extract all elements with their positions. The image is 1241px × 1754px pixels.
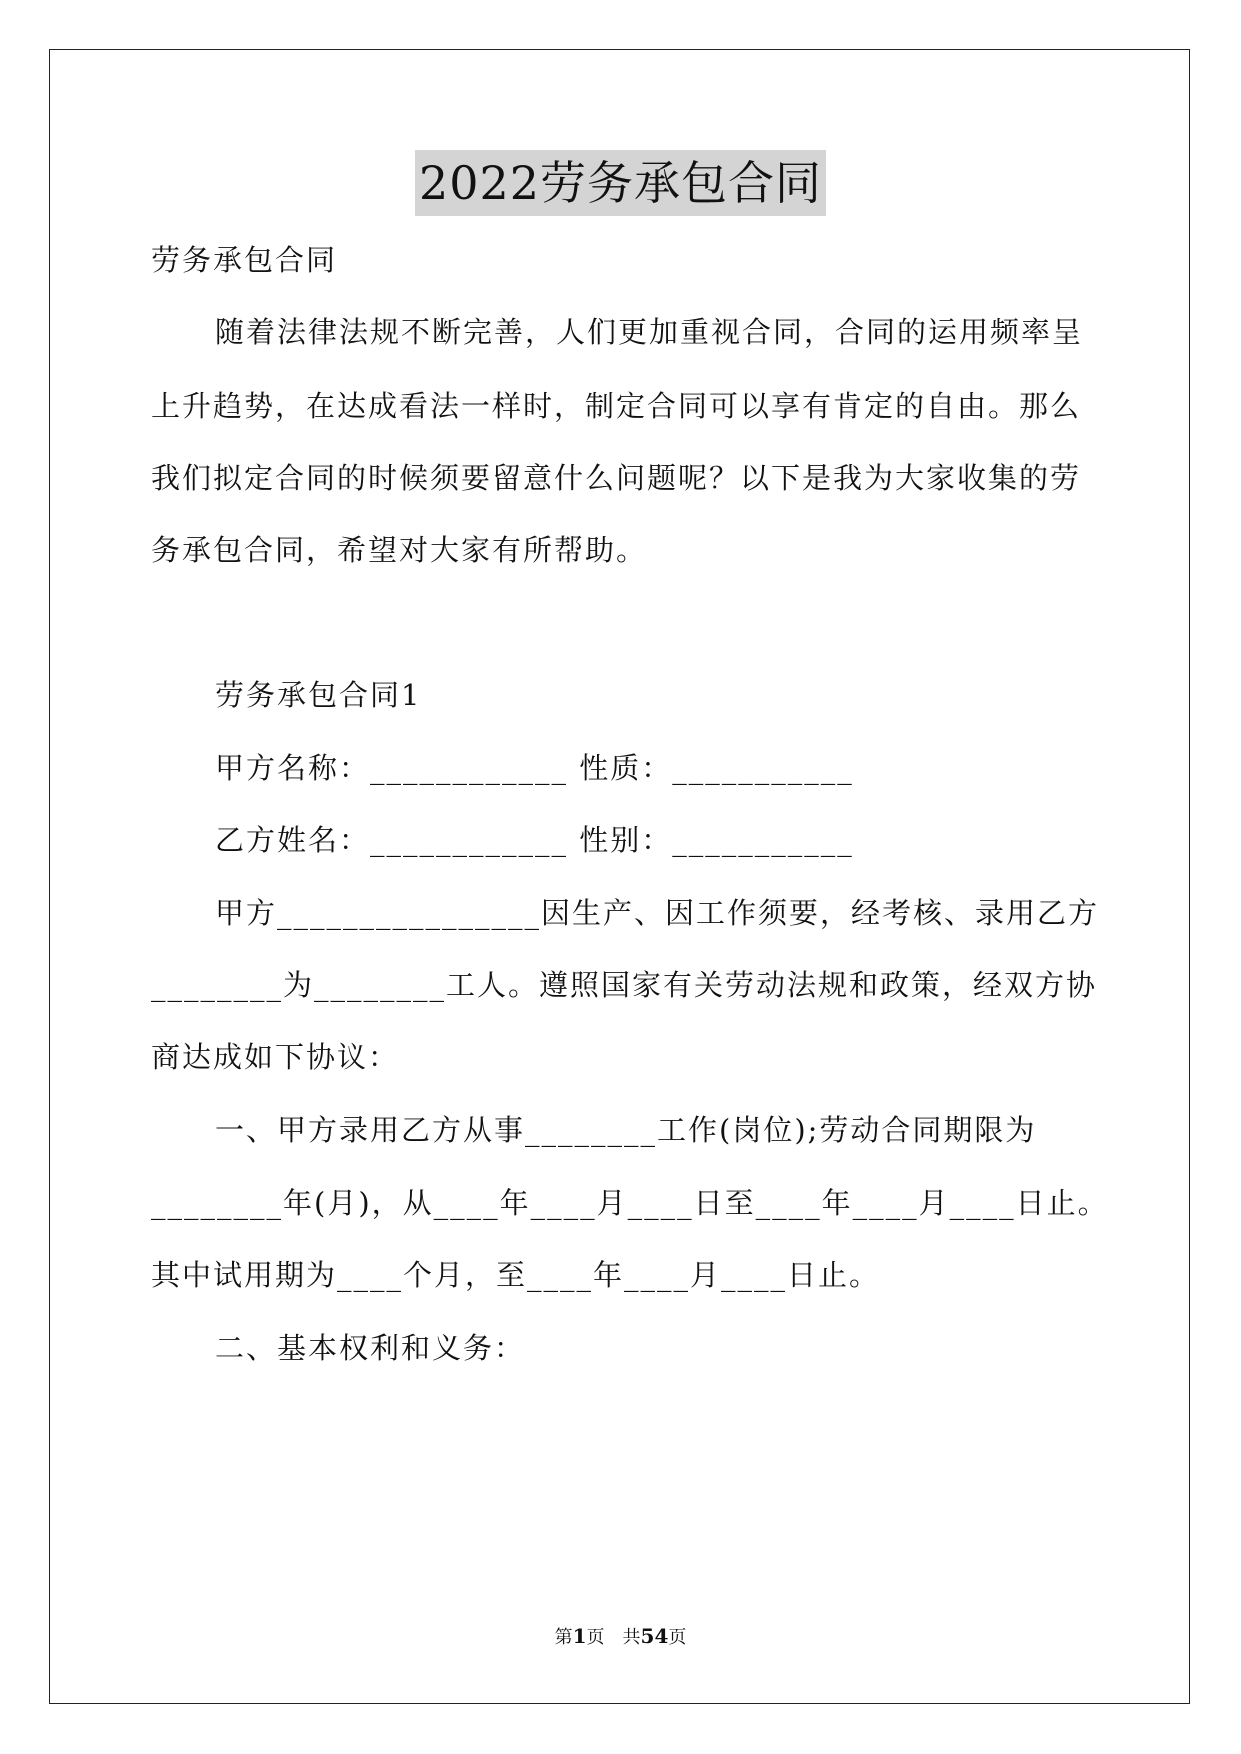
page-border [49,49,1190,1704]
paragraph-line: 甲方________________因生产、因工作须要，经考核、录用乙方 [215,896,1100,930]
clause-line: 其中试用期为____个月，至____年____月____日止。 [151,1258,881,1292]
paragraph-line: 我们拟定合同的时候须要留意什么问题呢？以下是我为大家收集的劳 [151,461,1082,495]
clause-heading: 二、基本权利和义务： [215,1331,526,1365]
party-a-name-line: 甲方名称：____________ 性质：___________ [215,751,854,785]
paragraph-line: ________为________工人。遵照国家有关劳动法规和政策，经双方协 [151,968,1098,1002]
footer-suffix: 页 [668,1627,687,1648]
document-title: 2022劳务承包合同 [415,150,826,216]
party-b-name-line: 乙方姓名：____________ 性别：___________ [215,823,854,857]
title-wrap [0,150,1241,216]
clause-line: ________年(月)，从____年____月____日至____年____月____日止。 [151,1186,1109,1220]
paragraph-line: 随着法律法规不断完善，人们更加重视合同，合同的运用频率呈 [215,315,1084,349]
footer-total-pages: 54 [640,1624,669,1648]
footer-page-number: 1 [572,1624,587,1648]
paragraph-line: 商达成如下协议： [151,1040,400,1074]
footer-prefix: 第 [554,1627,573,1648]
paragraph-line: 上升趋势，在达成看法一样时，制定合同可以享有肯定的自由。那么 [151,389,1082,423]
paragraph-line: 务承包合同，希望对大家有所帮助。 [151,533,648,567]
doc-heading: 劳务承包合同 [151,243,338,277]
page-footer [0,1623,1241,1649]
clause-line: 一、甲方录用乙方从事________工作(岗位);劳动合同期限为 [215,1113,1037,1147]
section-heading: 劳务承包合同1 [215,678,422,712]
footer-mid: 页 共 [586,1627,641,1648]
